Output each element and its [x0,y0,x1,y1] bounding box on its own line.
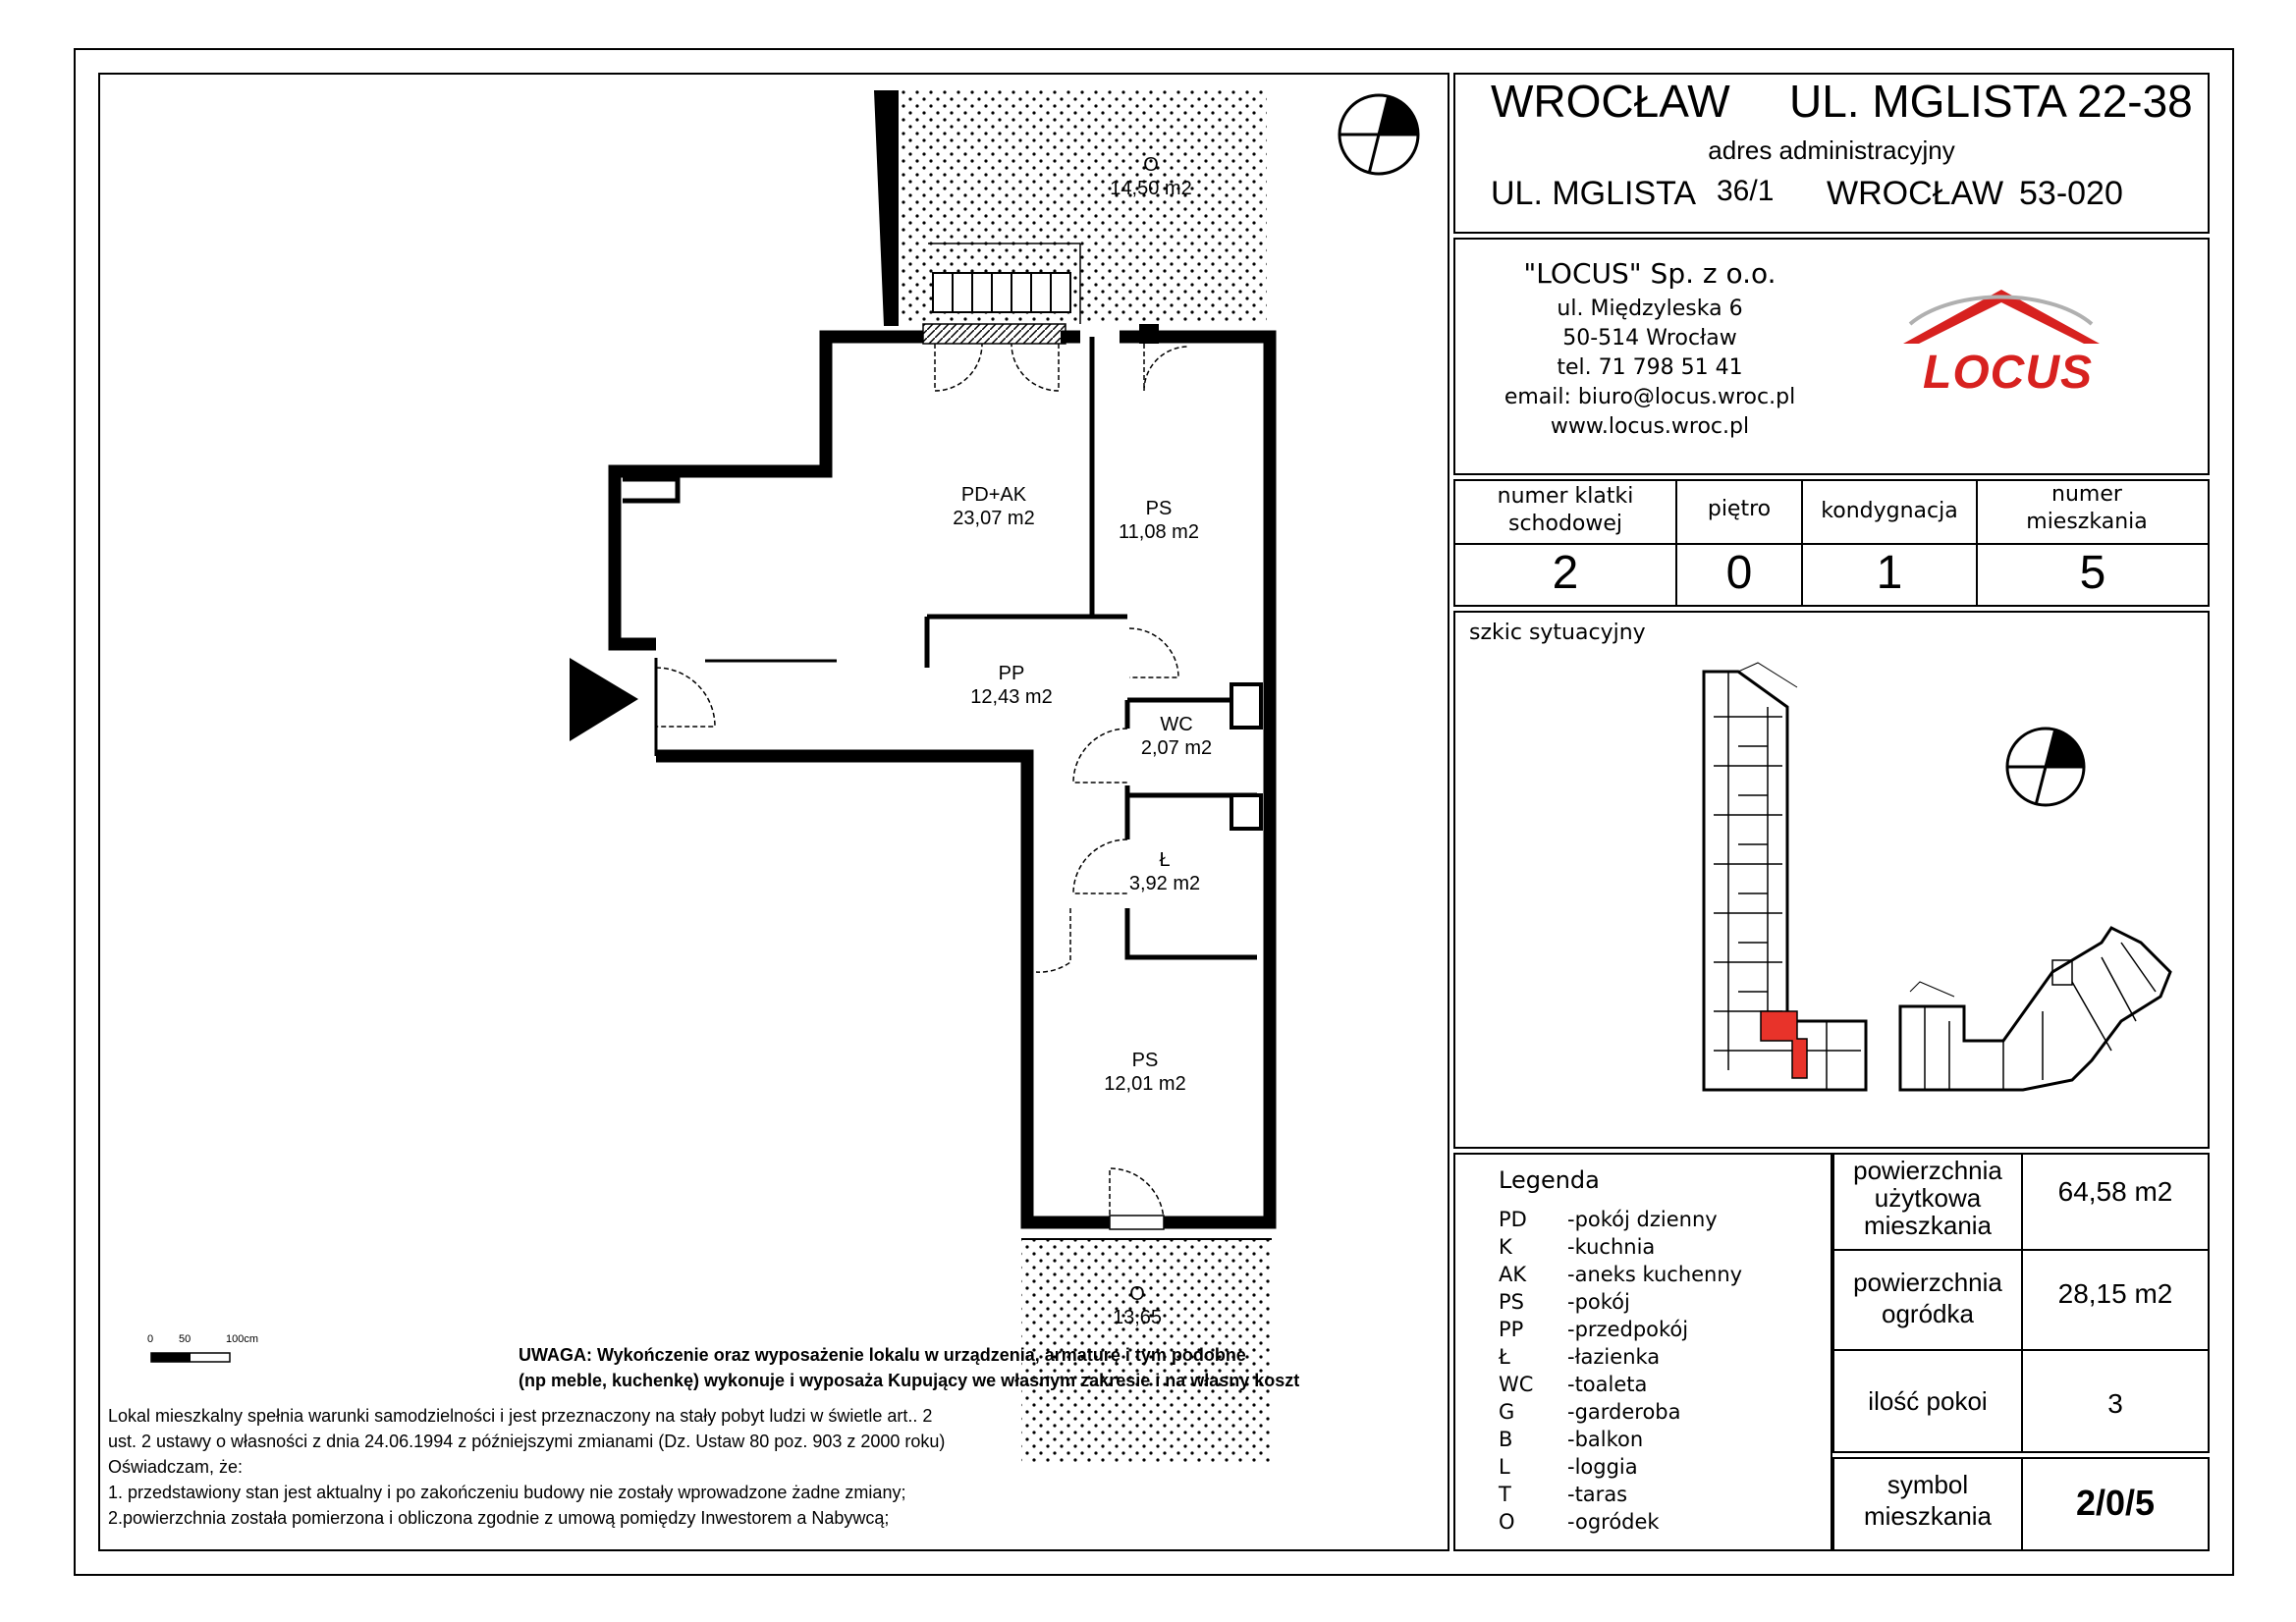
legend-item: K [1499,1235,1512,1259]
garden-top [899,90,1267,324]
legend-item: T [1499,1483,1511,1506]
info-value-apartment: 5 [2079,547,2106,599]
legend-desc: -aneks kuchenny [1567,1263,1743,1286]
legend-desc: -pokój [1567,1290,1630,1314]
statement-line-5: 2.powierzchnia została pomierzona i obliczona zgodnie z umową pomiędzy Inwestorem a Nabywcą; [108,1508,890,1528]
legend-desc: -przedpokój [1567,1318,1689,1341]
scale-tick-0: 0 [147,1333,154,1345]
garden-wall [874,90,899,326]
legend-item: Ł [1499,1345,1510,1369]
legend-item: G [1499,1400,1515,1424]
city-title: WROCŁAW [1491,76,1730,127]
north-arrow-icon [1339,95,1418,174]
room-label-hall: PP 12,43 m2 [970,663,1053,708]
room-label-wc: WC 2,07 m2 [1140,714,1213,759]
legend-desc: -kuchnia [1567,1235,1656,1259]
admin-city: WROCŁAW [1827,175,2004,212]
legend-item: AK [1499,1263,1527,1286]
summary-symbol-value: 2/0/5 [2075,1483,2156,1523]
room-label-room2: PS 12,01 m2 [1104,1050,1186,1095]
summary-garden-value: 28,15 m2 [2057,1278,2173,1309]
entrance-arrow [570,658,638,741]
company-street: ul. Międzyleska 6 [1557,297,1743,321]
legend-item: PD [1499,1208,1527,1231]
company-phone: tel. 71 798 51 41 [1557,355,1743,380]
room-label-room1: PS 11,08 m2 [1119,498,1199,543]
legend-desc: -balkon [1567,1428,1644,1451]
legend-desc: -toaleta [1567,1373,1648,1396]
scale-bar [151,1353,230,1362]
legend-desc: -taras [1567,1483,1628,1506]
info-value-level: 1 [1876,547,1903,599]
room-label-garden-bottom: O 13,65 [1112,1283,1163,1328]
statement-line-2: ust. 2 ustawy o własności z dnia 24.06.1994 z późniejszymi zmianami (Dz. Ustaw 80 poz. 903 z 2000 roku) [108,1432,946,1451]
summary-garden-label: powierzchnia ogródka [1853,1268,2002,1328]
info-header-apartment: numer mieszkania [2026,482,2148,534]
admin-postcode: 53-020 [2019,175,2123,212]
legend-item: O [1499,1510,1515,1534]
locus-logo-text: LOCUS [1923,347,2093,399]
info-value-floor: 0 [1725,547,1753,599]
legend-desc: -łazienka [1567,1345,1661,1369]
summary-rooms-label: ilość pokoi [1868,1386,1988,1416]
statement-line-1: Lokal mieszkalny spełnia warunki samodzielności i jest przeznaczony na stały pobyt ludzi w świetle art.. 2 [108,1406,933,1426]
legend-item: PP [1499,1318,1524,1341]
scale-tick-50: 50 [179,1333,191,1345]
summary-rooms-value: 3 [2107,1388,2123,1419]
company-email: email: biuro@locus.wroc.pl [1503,385,1796,409]
warning-line-1: UWAGA: Wykończenie oraz wyposażenie lokalu w urządzenia, armaturę i tym podobne [519,1345,1246,1365]
legend-title: Legenda [1499,1166,1600,1194]
legend-item: WC [1499,1373,1534,1396]
situation-title: szkic sytuacyjny [1469,621,1646,645]
room-label-garden-top: O 14,50 m2 [1110,154,1192,199]
company-name: "LOCUS" Sp. z o.o. [1523,257,1777,290]
legend-desc: -pokój dzienny [1567,1208,1718,1231]
legend-desc: -ogródek [1567,1510,1660,1534]
scale-tick-100: 100cm [226,1333,259,1345]
situation-box [1453,611,2210,1149]
room-label-living: PD+AK 23,07 m2 [953,484,1035,529]
summary-symbol-label: symbol mieszkania [1863,1470,1993,1531]
info-value-staircase: 2 [1552,547,1579,599]
legend-item: PS [1499,1290,1524,1314]
summary-area-value: 64,58 m2 [2057,1176,2173,1207]
legend-item: L [1499,1455,1510,1479]
legend-desc: -loggia [1567,1455,1638,1479]
statement-line-3: Oświadczam, że: [108,1457,244,1477]
statement-line-4: 1. przedstawiony stan jest aktualny i po zakończeniu budowy nie zostały wprowadzone żadne zmiany; [108,1483,906,1502]
company-website: www.locus.wroc.pl [1550,414,1750,439]
legend-item: B [1499,1428,1513,1451]
info-header-floor: piętro [1707,497,1772,521]
summary-area-label: powierzchnia użytkowa mieszkania [1853,1156,2002,1240]
info-header-level: kondygnacja [1821,499,1958,523]
admin-number: 36/1 [1717,175,1775,207]
info-header-staircase: numer klatki schodowej [1497,484,1634,536]
company-postcode: 50-514 Wrocław [1562,326,1737,351]
warning-line-2: (np meble, kuchenkę) wykonuje i wyposaża Kupujący we własnym zakresie i na własny koszt [519,1371,1300,1390]
legend-desc: -garderoba [1567,1400,1681,1424]
admin-street: UL. MGLISTA [1491,175,1697,212]
admin-label: adres administracyjny [1708,135,1955,165]
street-title: UL. MGLISTA 22-38 [1789,76,2193,127]
room-label-bathroom: Ł 3,92 m2 [1128,849,1201,894]
